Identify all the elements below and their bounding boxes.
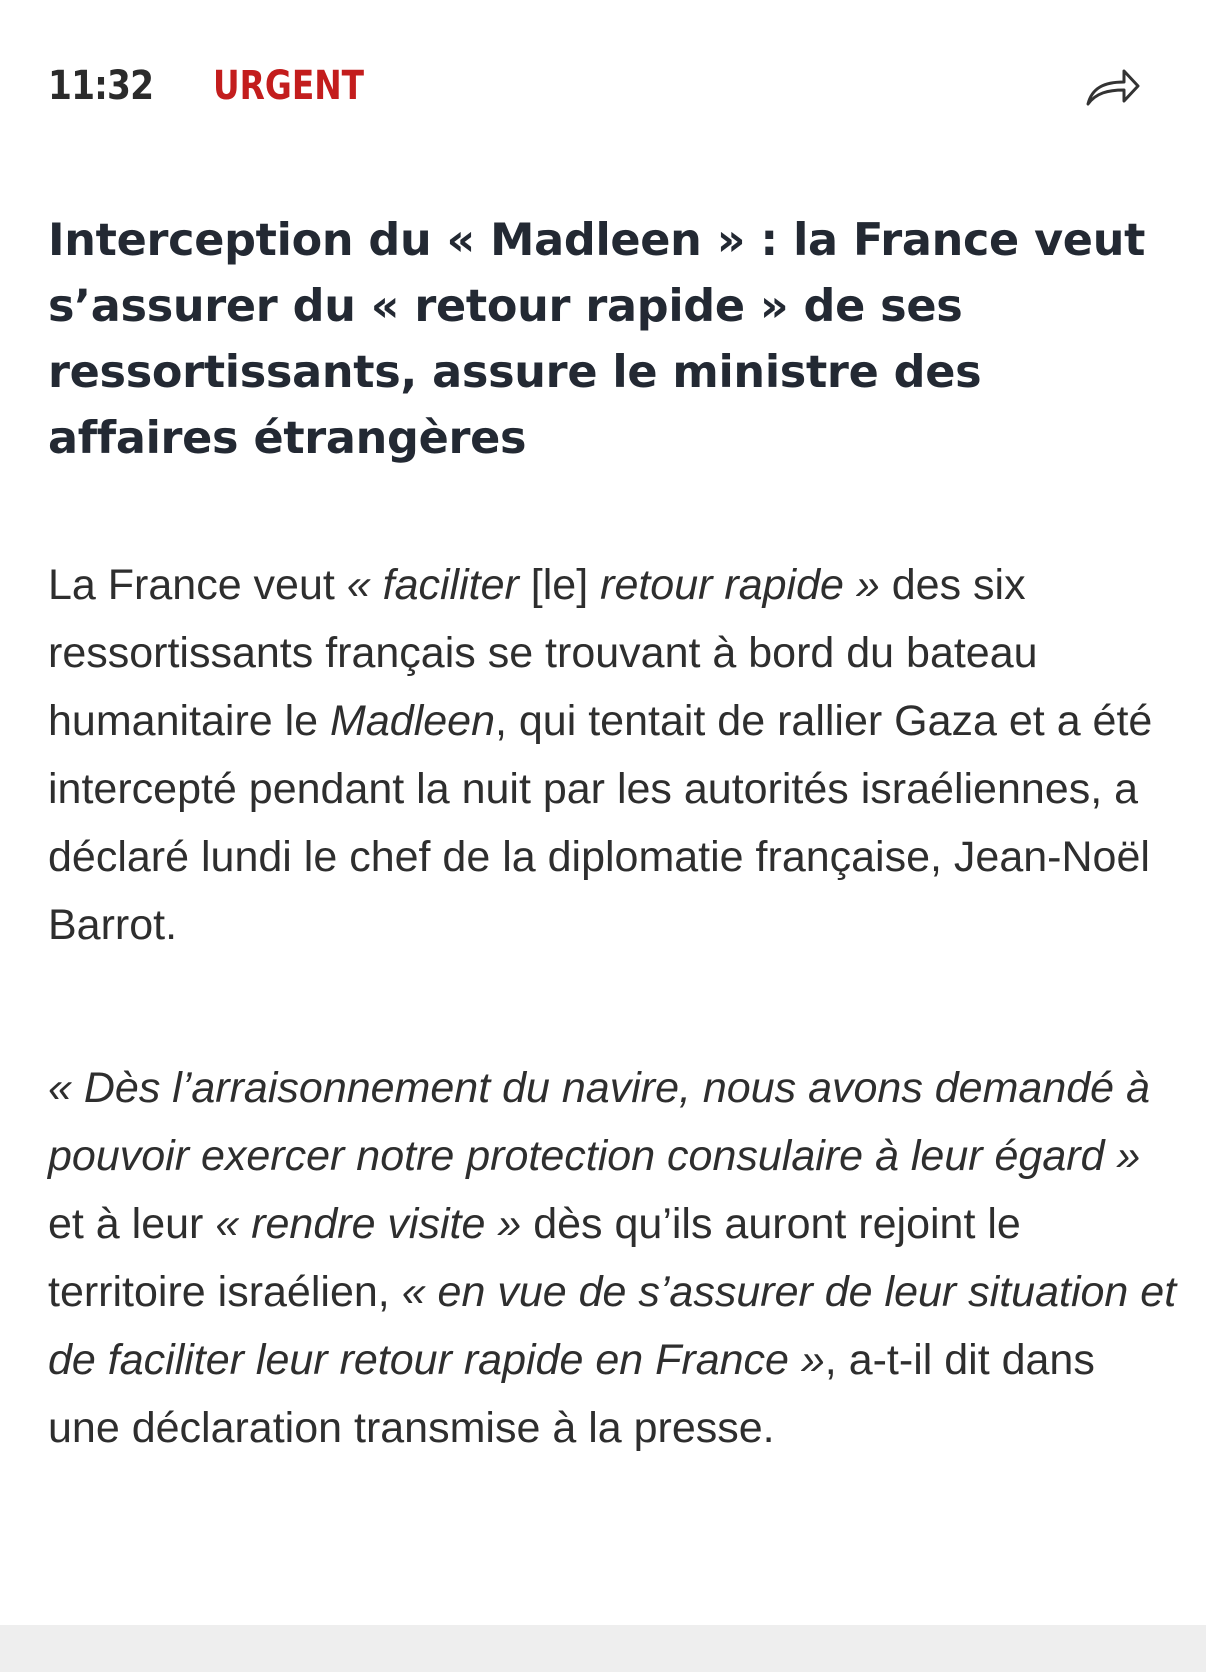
text-span: , a-t-il dit dans une déclaration transmise à la presse. <box>48 1336 1095 1452</box>
quote-span: retour rapide » <box>600 561 880 609</box>
text-span: La France veut <box>48 561 347 609</box>
article-headline: Interception du « Madleen » : la France veut s’assurer du « retour rapide » de ses ressortissants, assure le ministre des affaires étrangères <box>48 215 1146 464</box>
text-span: [le] <box>518 561 601 609</box>
share-arrow-icon[interactable] <box>1080 62 1142 116</box>
update-time: 11:32 <box>48 63 154 109</box>
ship-name: Madleen <box>330 697 495 745</box>
quote-span: « rendre visite » <box>215 1200 522 1248</box>
article-paragraph-1 <box>48 551 1178 959</box>
text-span: des six ressortissants français se trouvant à bord du bateau humanitaire le <box>48 561 1038 745</box>
text-span: et à leur <box>48 1200 216 1248</box>
quote-span: « en vue de s’assurer de leur situation et de faciliter leur retour rapide en France » <box>48 1268 1177 1384</box>
quote-span: « faciliter <box>346 561 519 609</box>
footer-separator <box>0 1625 1206 1672</box>
text-span: , qui tentait de rallier Gaza et a été intercepté pendant la nuit par les autorités israéliennes, a déclaré lundi le chef de la diplomatie française, Jean-Noël Barrot. <box>48 697 1153 949</box>
quote-span: « Dès l’arraisonnement du navire, nous avons demandé à pouvoir exercer notre protection consulaire à leur égard » <box>48 1064 1150 1180</box>
urgent-label: URGENT <box>213 63 365 109</box>
article-paragraph-2 <box>48 1054 1178 1462</box>
text-span: dès qu’ils auront rejoint le territoire israélien, <box>48 1200 1021 1316</box>
update-header <box>48 62 1148 122</box>
